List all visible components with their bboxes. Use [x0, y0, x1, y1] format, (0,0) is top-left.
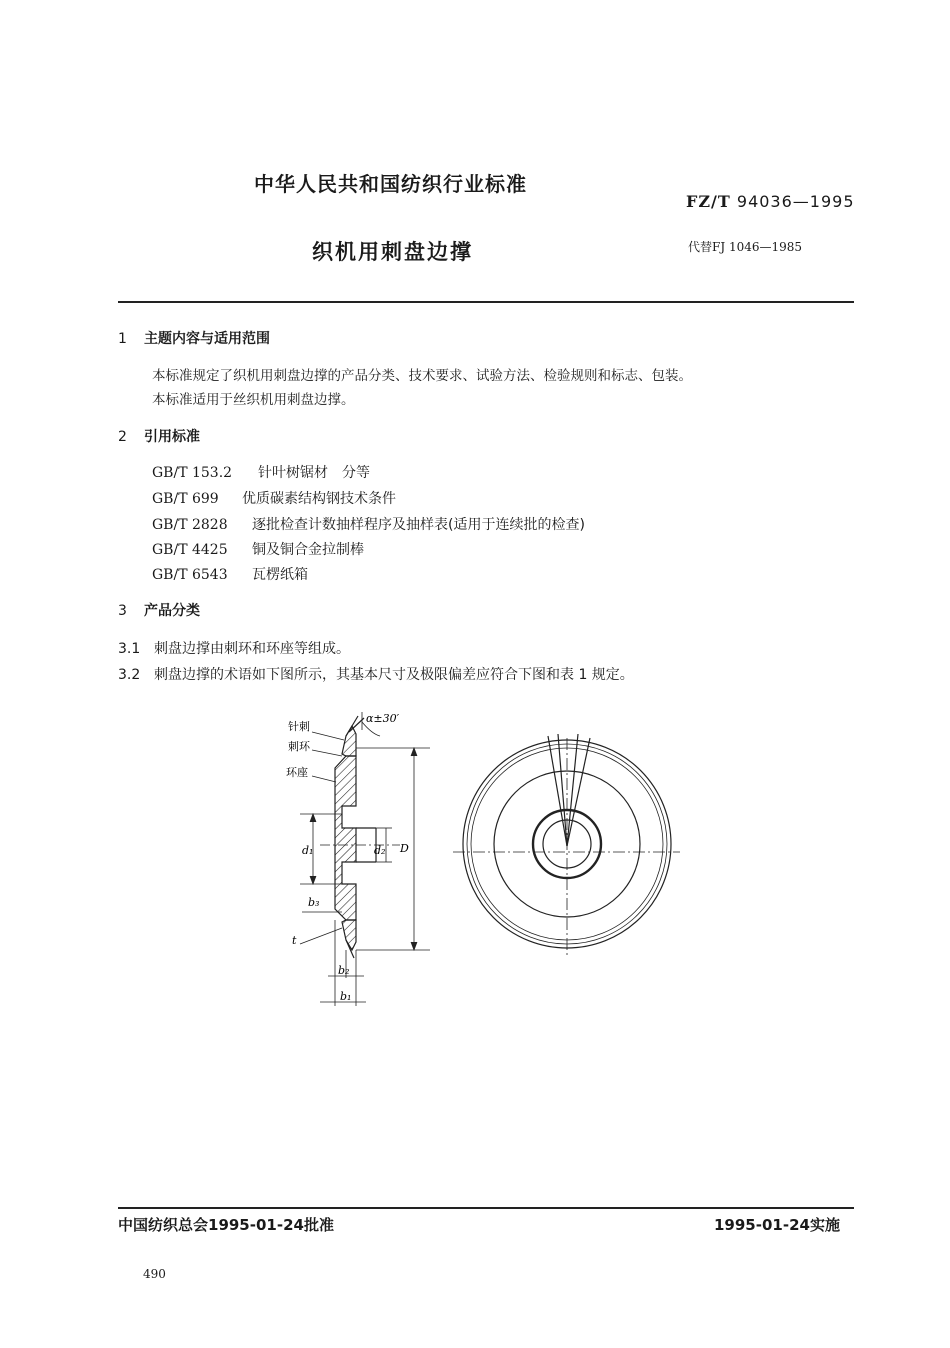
clause-text: 刺盘边撑的术语如下图所示，其基本尺寸及极限偏差应符合下图和表 1 规定。 — [154, 667, 634, 683]
section-title: 主题内容与适用范围 — [144, 331, 270, 347]
front-view — [453, 734, 680, 956]
issuing-organization: 中华人民共和国纺织行业标准 — [254, 172, 527, 196]
clause — [118, 664, 634, 684]
reference-title: 铜及铜合金拉制棒 — [252, 542, 364, 558]
section-3-heading — [118, 600, 200, 620]
implementation-note: 1995-01-24实施 — [714, 1216, 840, 1234]
reference-code: GB/T 6543 — [152, 567, 228, 583]
reference-code: GB/T 2828 — [152, 517, 228, 533]
dimension-lines — [300, 712, 430, 1006]
section-number: 3 — [118, 603, 127, 619]
reference-item — [152, 488, 396, 508]
label-d1: d₁ — [302, 844, 314, 857]
replaces-note: 代替FJ 1046—1985 — [688, 240, 803, 254]
reference-item — [152, 462, 370, 482]
page-number: 490 — [143, 1267, 166, 1281]
section-1-heading — [118, 328, 270, 348]
reference-item — [152, 564, 308, 584]
header-divider — [118, 301, 854, 303]
footer-divider — [118, 1207, 854, 1209]
section-number: 2 — [118, 429, 127, 445]
standard-code — [686, 192, 855, 211]
label-t: t — [292, 934, 297, 947]
label-d2: d₂ — [374, 844, 386, 857]
spiked-disc-temple-drawing — [280, 706, 680, 1016]
standard-prefix: FZ/T — [686, 192, 731, 211]
label-b2: b₂ — [338, 964, 350, 977]
label-needle-ring: 刺环 — [288, 740, 310, 753]
label-D: D — [400, 842, 409, 855]
section-title: 引用标准 — [144, 429, 200, 445]
reference-code: GB/T 4425 — [152, 542, 228, 558]
reference-item — [152, 514, 585, 534]
label-needle: 针刺 — [288, 720, 310, 733]
reference-item — [152, 539, 364, 559]
paragraph: 本标准规定了织机用刺盘边撑的产品分类、技术要求、试验方法、检验规则和标志、包装。 — [152, 368, 692, 384]
section-number: 1 — [118, 331, 127, 347]
section-title: 产品分类 — [144, 603, 200, 619]
reference-title: 针叶树锯材 分等 — [258, 465, 370, 481]
clause — [118, 638, 350, 658]
clause-text: 刺盘边撑由刺环和环座等组成。 — [154, 641, 350, 657]
label-angle: α±30′ — [366, 712, 400, 725]
clause-number: 3.2 — [118, 667, 141, 683]
reference-title: 瓦楞纸箱 — [252, 567, 308, 583]
label-ring-seat: 环座 — [286, 766, 308, 779]
label-b3: b₃ — [308, 896, 320, 909]
document-title: 织机用刺盘边撑 — [312, 240, 473, 264]
reference-title: 优质碳素结构钢技术条件 — [242, 491, 396, 507]
reference-code: GB/T 699 — [152, 491, 219, 507]
clause-number: 3.1 — [118, 641, 141, 657]
approval-note: 中国纺织总会1995-01-24批准 — [118, 1216, 334, 1234]
reference-code: GB/T 153.2 — [152, 465, 233, 481]
standard-number: 94036—1995 — [736, 192, 855, 211]
paragraph: 本标准适用于丝织机用刺盘边撑。 — [152, 392, 355, 408]
reference-title: 逐批检查计数抽样程序及抽样表(适用于连续批的检查) — [252, 517, 585, 533]
cross-section-view — [320, 716, 400, 958]
section-2-heading — [118, 426, 200, 446]
label-b1: b₁ — [340, 990, 352, 1003]
